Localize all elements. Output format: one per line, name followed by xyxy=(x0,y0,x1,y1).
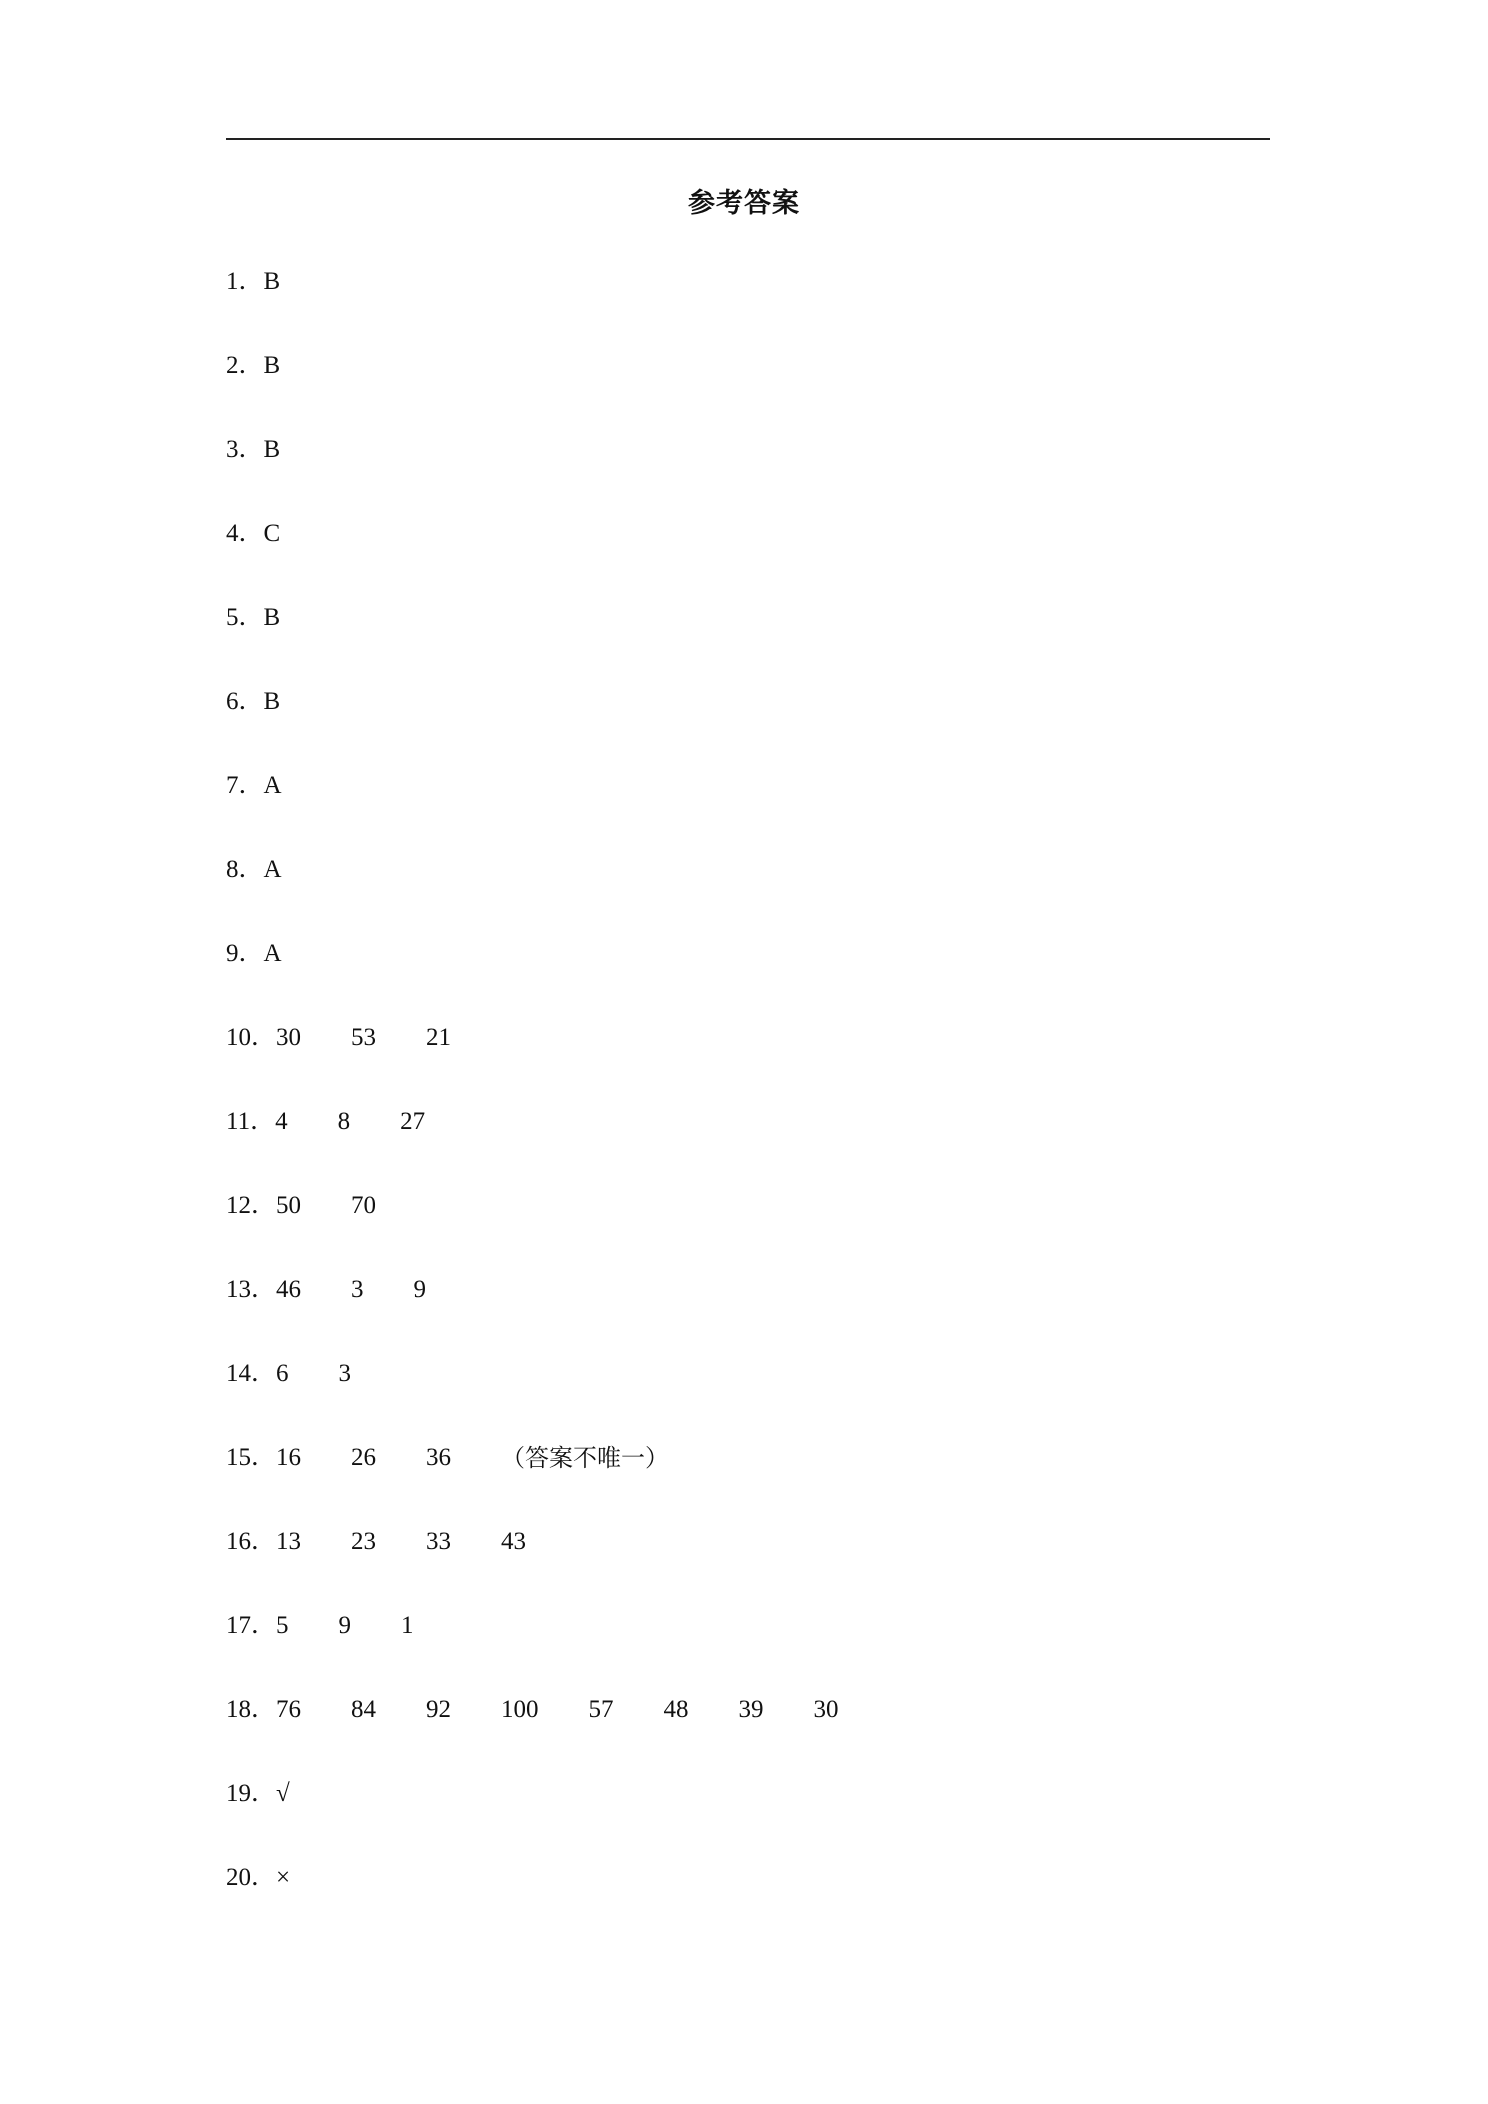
answer-item xyxy=(226,600,839,684)
answer-number: 20． xyxy=(226,1864,277,1891)
answer-value: A xyxy=(263,940,282,967)
answer-value: A xyxy=(263,772,282,799)
answer-value: C xyxy=(263,520,281,547)
answer-value: 21 xyxy=(426,1024,452,1051)
answer-number: 17． xyxy=(226,1612,277,1639)
answer-number: 13． xyxy=(226,1276,277,1303)
answer-values xyxy=(276,1188,376,1224)
answer-values xyxy=(276,1524,526,1560)
answer-item xyxy=(226,1356,839,1440)
answer-item xyxy=(226,1188,839,1272)
answer-number: 11． xyxy=(226,1108,276,1135)
answer-value: 76 xyxy=(276,1696,302,1723)
answer-value: 39 xyxy=(738,1696,764,1723)
answer-number: 14． xyxy=(226,1360,277,1387)
answer-values xyxy=(264,852,282,888)
answer-values xyxy=(276,1860,290,1896)
answer-item xyxy=(226,1524,839,1608)
answer-values xyxy=(264,264,281,300)
answer-value: 43 xyxy=(501,1528,527,1555)
answer-value: 9 xyxy=(338,1612,352,1639)
answer-item xyxy=(226,1020,839,1104)
answer-value: 70 xyxy=(351,1192,377,1219)
answer-number: 12． xyxy=(226,1192,277,1219)
answer-value: 13 xyxy=(276,1528,302,1555)
answer-values xyxy=(275,1104,425,1140)
answer-note: （答案不唯一） xyxy=(501,1444,670,1472)
answer-value: A xyxy=(263,856,282,883)
answer-number: 7． xyxy=(226,772,264,799)
answer-value: × xyxy=(276,1864,291,1891)
answer-value: 16 xyxy=(276,1444,302,1471)
answer-item xyxy=(226,1608,839,1692)
answer-values xyxy=(276,1020,451,1056)
answer-number: 18． xyxy=(226,1696,277,1723)
answer-item xyxy=(226,1692,839,1776)
answer-value: 27 xyxy=(400,1108,426,1135)
answer-item xyxy=(226,432,839,516)
answer-value: 84 xyxy=(351,1696,377,1723)
answer-number: 6． xyxy=(226,688,264,715)
answer-number: 3． xyxy=(226,436,264,463)
answer-item xyxy=(226,852,839,936)
answer-value: √ xyxy=(276,1780,290,1807)
answer-item xyxy=(226,264,839,348)
answer-value: 1 xyxy=(401,1612,414,1639)
answer-value: 4 xyxy=(275,1108,288,1135)
answer-value: B xyxy=(263,604,281,631)
answer-number: 15． xyxy=(226,1444,277,1471)
answer-number: 4． xyxy=(226,520,264,547)
answer-number: 10． xyxy=(226,1024,277,1051)
answer-value: 53 xyxy=(351,1024,377,1051)
answer-number: 16． xyxy=(226,1528,277,1555)
answer-value: B xyxy=(263,688,281,715)
answer-number: 19． xyxy=(226,1780,277,1807)
answer-values xyxy=(264,348,281,384)
answer-number: 2． xyxy=(226,352,264,379)
answer-value: 30 xyxy=(276,1024,302,1051)
answer-value: 8 xyxy=(337,1108,351,1135)
answer-values xyxy=(276,1440,669,1476)
answer-item xyxy=(226,684,839,768)
answer-values xyxy=(276,1356,351,1392)
answer-item xyxy=(226,768,839,852)
answer-number: 1． xyxy=(226,268,264,295)
answer-item xyxy=(226,1104,839,1188)
answer-value: B xyxy=(263,436,281,463)
answer-value: B xyxy=(263,268,281,295)
answer-values xyxy=(264,936,282,972)
answer-value: 36 xyxy=(426,1444,452,1471)
answer-item xyxy=(226,936,839,1020)
answer-list xyxy=(226,264,839,1944)
page-title: 参考答案 xyxy=(688,188,800,219)
answer-values xyxy=(264,516,281,552)
answer-values xyxy=(276,1776,290,1812)
answer-value: 100 xyxy=(501,1696,539,1723)
answer-item xyxy=(226,1776,839,1860)
answer-value: 26 xyxy=(351,1444,377,1471)
answer-value: 5 xyxy=(276,1612,289,1639)
answer-item xyxy=(226,1272,839,1356)
answer-value: 3 xyxy=(338,1360,352,1387)
answer-value: 6 xyxy=(276,1360,289,1387)
answer-value: 48 xyxy=(663,1696,689,1723)
answer-number: 9． xyxy=(226,940,264,967)
answer-values xyxy=(276,1608,414,1644)
answer-item xyxy=(226,1860,839,1944)
answer-value: B xyxy=(263,352,281,379)
answer-value: 33 xyxy=(426,1528,452,1555)
answer-value: 92 xyxy=(426,1696,452,1723)
answer-item xyxy=(226,348,839,432)
answer-item xyxy=(226,1440,839,1524)
answer-value: 50 xyxy=(276,1192,302,1219)
answer-number: 5． xyxy=(226,604,264,631)
answer-values xyxy=(264,432,281,468)
answer-value: 3 xyxy=(351,1276,364,1303)
header-rule xyxy=(226,138,1270,140)
answer-value: 30 xyxy=(813,1696,839,1723)
answer-values xyxy=(264,600,281,636)
answer-values xyxy=(264,768,282,804)
answer-value: 57 xyxy=(588,1696,614,1723)
answer-values xyxy=(276,1272,426,1308)
answer-number: 8． xyxy=(226,856,264,883)
answer-value: 46 xyxy=(276,1276,302,1303)
answer-value: 9 xyxy=(413,1276,427,1303)
answer-values xyxy=(264,684,281,720)
answer-item xyxy=(226,516,839,600)
answer-value: 23 xyxy=(351,1528,377,1555)
answer-values xyxy=(276,1692,839,1728)
